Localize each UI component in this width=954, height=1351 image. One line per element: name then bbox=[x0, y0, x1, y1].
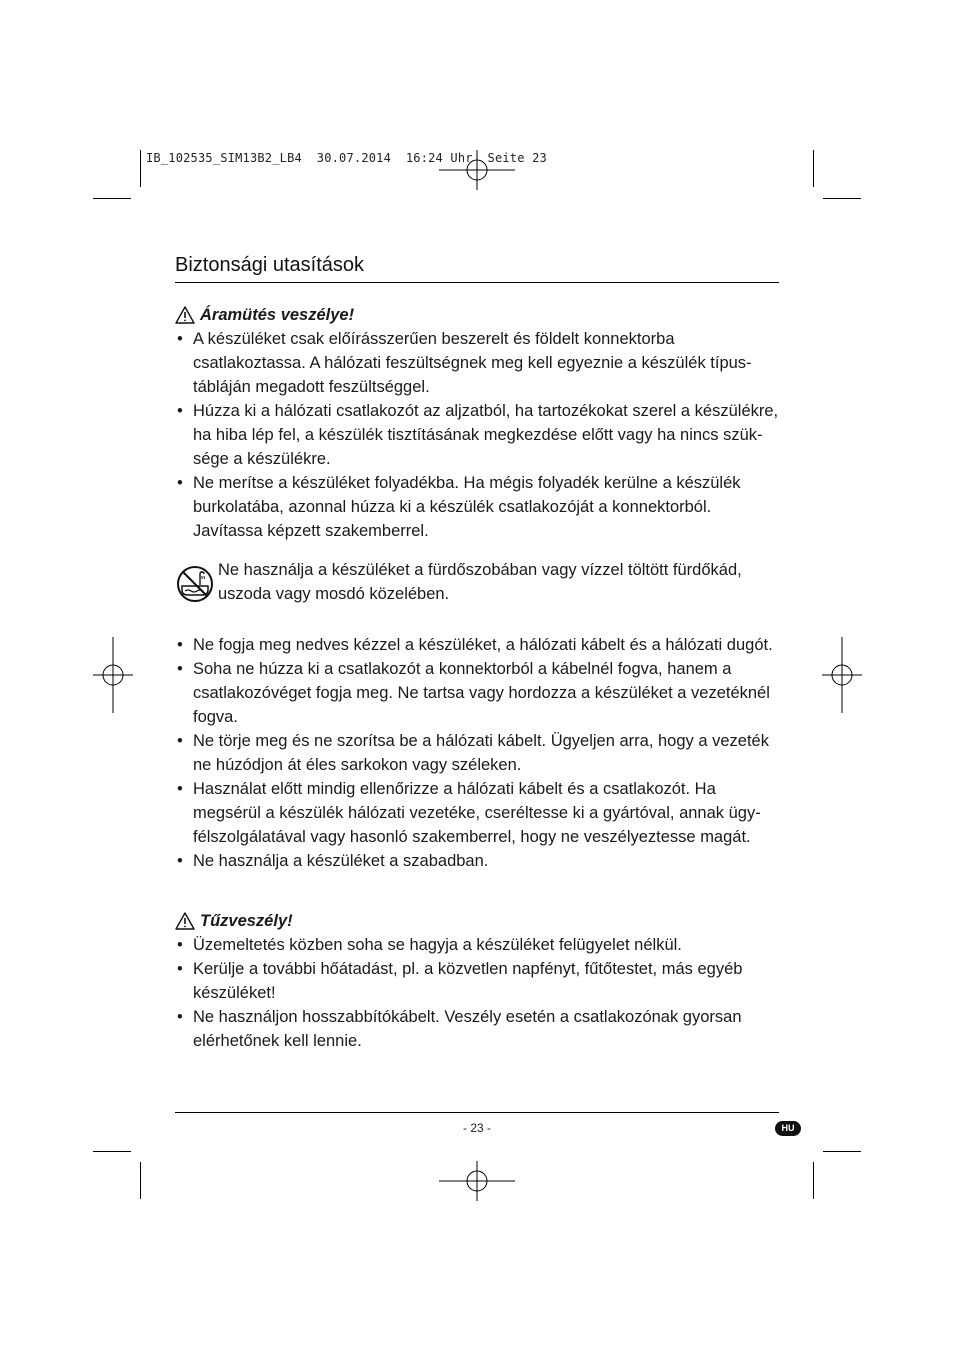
section-heading-text: Áramütés veszélye! bbox=[200, 305, 355, 324]
print-slug: IB_102535_SIM13B2_LB4 30.07.2014 16:24 Uhr Seite 23 bbox=[146, 151, 547, 165]
list-item: • Ne használjon hosszabbítókábelt. Veszély esetén a csatlakozónak gyorsan elérhetőnek kell lennie. bbox=[175, 1005, 779, 1053]
list-item: • Ne merítse a készüléket folyadékba. Ha mégis folyadék kerülne a készülék burkolatába, azonnal húzza ki a készülék csatlakozóját a konnektorból. Javítassa képzett szakemberrel. bbox=[175, 471, 779, 543]
list-item: • Ne fogja meg nedves kézzel a készüléket, a hálózati kábelt és a hálózati dugót. bbox=[175, 633, 779, 657]
crosshair-registration-icon bbox=[822, 637, 862, 713]
language-badge: HU bbox=[775, 1121, 801, 1136]
list-item: • Húzza ki a hálózati csatlakozót az aljzatból, ha tartozékokat szerel a készülékre, ha hiba lép fel, a készülék tisztításának megkezdése előtt vagy ha nincs szük-sége a készülékre. bbox=[175, 399, 779, 471]
section-heading-text: Tűzveszély! bbox=[200, 911, 293, 930]
main-content bbox=[175, 304, 779, 1053]
bullet-list bbox=[175, 933, 779, 1053]
list-item: • Ne törje meg és ne szorítsa be a hálózati kábelt. Ügyeljen arra, hogy a vezeték ne húzódjon át éles sarkokon vagy széleken. bbox=[175, 729, 779, 777]
section-heading-fire bbox=[175, 910, 779, 932]
crop-mark bbox=[140, 1162, 141, 1199]
crosshair-registration-icon bbox=[93, 637, 133, 713]
bathtub-warning-text: Ne használja a készüléket a fürdőszobában vagy vízzel töltött fürdőkád, uszoda vagy mosdó közelében. bbox=[218, 561, 742, 603]
crosshair-registration-icon bbox=[439, 150, 515, 190]
list-item: • Üzemeltetés közben soha se hagyja a készüléket felügyelet nélkül. bbox=[175, 933, 779, 957]
crosshair-registration-icon bbox=[439, 1161, 515, 1201]
title-divider bbox=[175, 282, 779, 283]
list-item: • Soha ne húzza ki a csatlakozót a konnektorból a kábelnél fogva, hanem a csatlakozóvéget fogja meg. Ne tartsa vagy hordozza a készüléket a vezetéknél fogva. bbox=[175, 657, 779, 729]
crop-mark bbox=[140, 150, 141, 187]
warning-triangle-icon bbox=[175, 912, 195, 930]
bullet-list bbox=[175, 327, 779, 543]
no-bathtub-icon bbox=[175, 564, 215, 604]
footer-divider bbox=[175, 1112, 779, 1113]
page-title: Biztonsági utasítások bbox=[175, 254, 364, 276]
list-item: • Kerülje a további hőátadást, pl. a közvetlen napfényt, fűtőtestet, más egyéb készüléket! bbox=[175, 957, 779, 1005]
crop-mark bbox=[823, 198, 861, 199]
list-item: • Ne használja a készüléket a szabadban. bbox=[175, 849, 779, 873]
crop-mark bbox=[813, 150, 814, 187]
section-heading-electric-shock bbox=[175, 304, 779, 326]
crop-mark bbox=[93, 1151, 131, 1152]
page-number: - 23 - bbox=[462, 1121, 491, 1135]
bathtub-warning bbox=[175, 558, 779, 606]
crop-mark bbox=[93, 198, 131, 199]
crop-mark bbox=[823, 1151, 861, 1152]
bullet-list bbox=[175, 633, 779, 873]
warning-triangle-icon bbox=[175, 306, 195, 324]
crop-mark bbox=[813, 1162, 814, 1199]
list-item: • Használat előtt mindig ellenőrizze a hálózati kábelt és a csatlakozót. Ha megsérül a készülék hálózati vezetéke, cseréltesse ki a gyártóval, annak ügy-félszolgálatával vagy hasonló szakemberrel, hogy ne veszélyeztesse magát. bbox=[175, 777, 779, 849]
list-item: • A készüléket csak előírásszerűen beszerelt és földelt konnektorba csatlakoztassa. A hálózati feszültségnek meg kell egyeznie a készülék típus-tábláján megadott feszültséggel. bbox=[175, 327, 779, 399]
